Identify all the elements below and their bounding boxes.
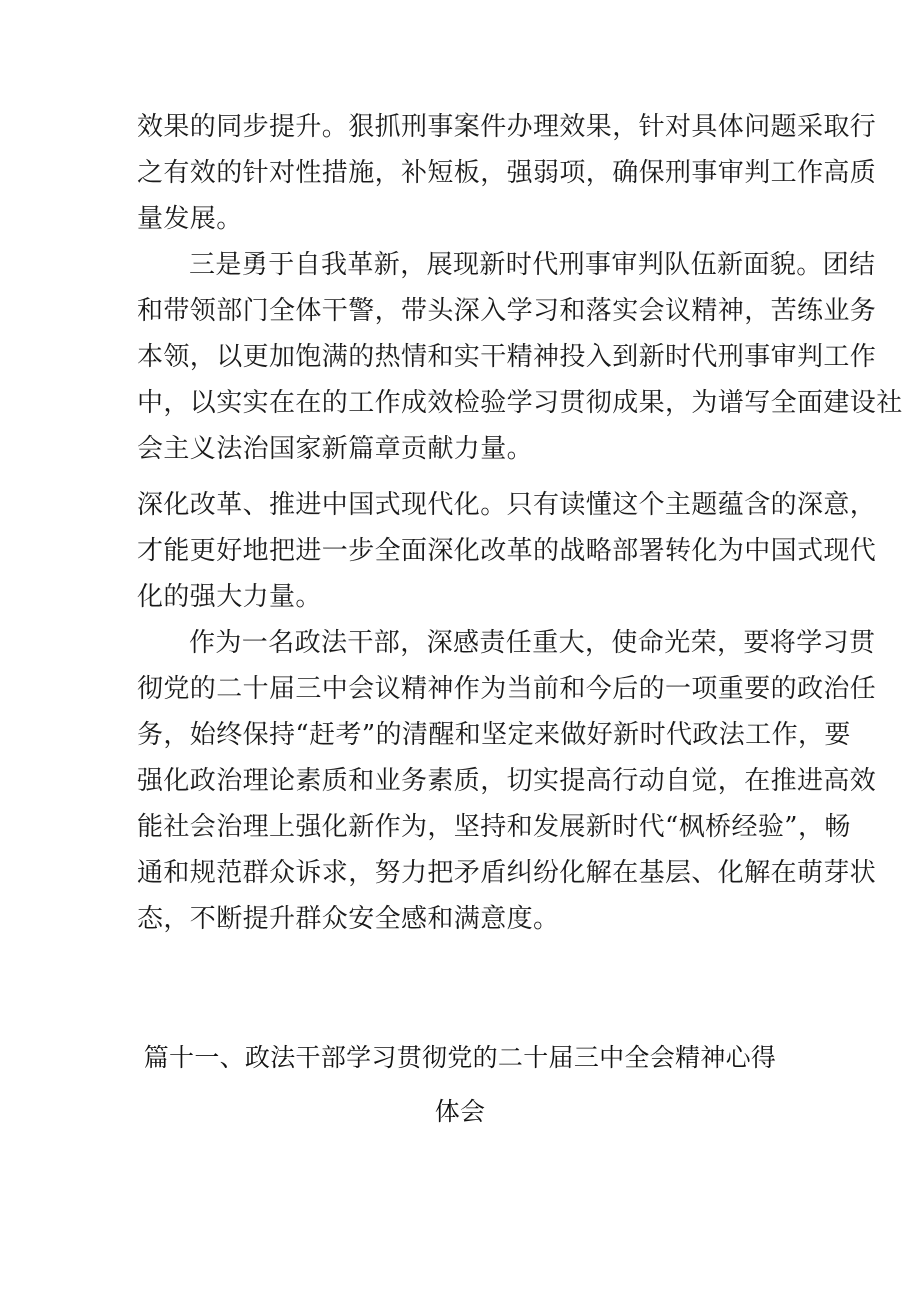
text-line: 之有效的针对性措施，补短板，强弱项，确保刑事审判工作高质 xyxy=(137,158,877,188)
text-line: 彻党的二十届三中会议精神作为当前和今后的一项重要的政治任 xyxy=(137,674,877,704)
text-line: 三是勇于自我革新，展现新时代刑事审判队伍新面貌。团结 xyxy=(189,250,876,280)
text-line: 化的强大力量。 xyxy=(137,582,322,612)
text-line: 会主义法治国家新篇章贡献力量。 xyxy=(137,434,534,464)
text-line: 本领，以更加饱满的热情和实干精神投入到新时代刑事审判工作 xyxy=(137,342,877,372)
text-line: 通和规范群众诉求，努力把矛盾纠纷化解在基层、化解在萌芽状 xyxy=(137,858,877,888)
text-line: 深化改革、推进中国式现代化。只有读懂这个主题蕴含的深意， xyxy=(137,490,877,520)
text-line: 效果的同步提升。狠抓刑事案件办理效果，针对具体问题采取行 xyxy=(137,112,877,142)
text-line: 能社会治理上强化新作为，坚持和发展新时代“枫桥经验”，畅 xyxy=(137,812,851,842)
text-line: 才能更好地把进一步全面深化改革的战略部署转化为中国式现代 xyxy=(137,536,877,566)
paragraph-block-1 xyxy=(137,104,903,472)
text-line: 态，不断提升群众安全感和满意度。 xyxy=(137,904,560,934)
paragraph-block-2 xyxy=(137,482,877,942)
text-line: 强化政治理论素质和业务素质，切实提高行动自觉，在推进高效 xyxy=(137,766,877,796)
text-line: 和带领部门全体干警，带头深入学习和落实会议精神，苦练业务 xyxy=(137,296,877,326)
text-line: 中，以实实在在的工作成效检验学习贯彻成果，为谱写全面建设社 xyxy=(137,388,903,418)
section-heading-line-1: 篇十一、政法干部学习贯彻党的二十届三中全会精神心得 xyxy=(143,1043,777,1072)
text-line: 量发展。 xyxy=(137,204,243,234)
text-line: 作为一名政法干部，深感责任重大，使命光荣，要将学习贯 xyxy=(189,628,876,658)
section-heading-line-2: 体会 xyxy=(434,1097,486,1126)
text-line: 务，始终保持“赶考”的清醒和坚定来做好新时代政法工作，要 xyxy=(137,720,851,750)
